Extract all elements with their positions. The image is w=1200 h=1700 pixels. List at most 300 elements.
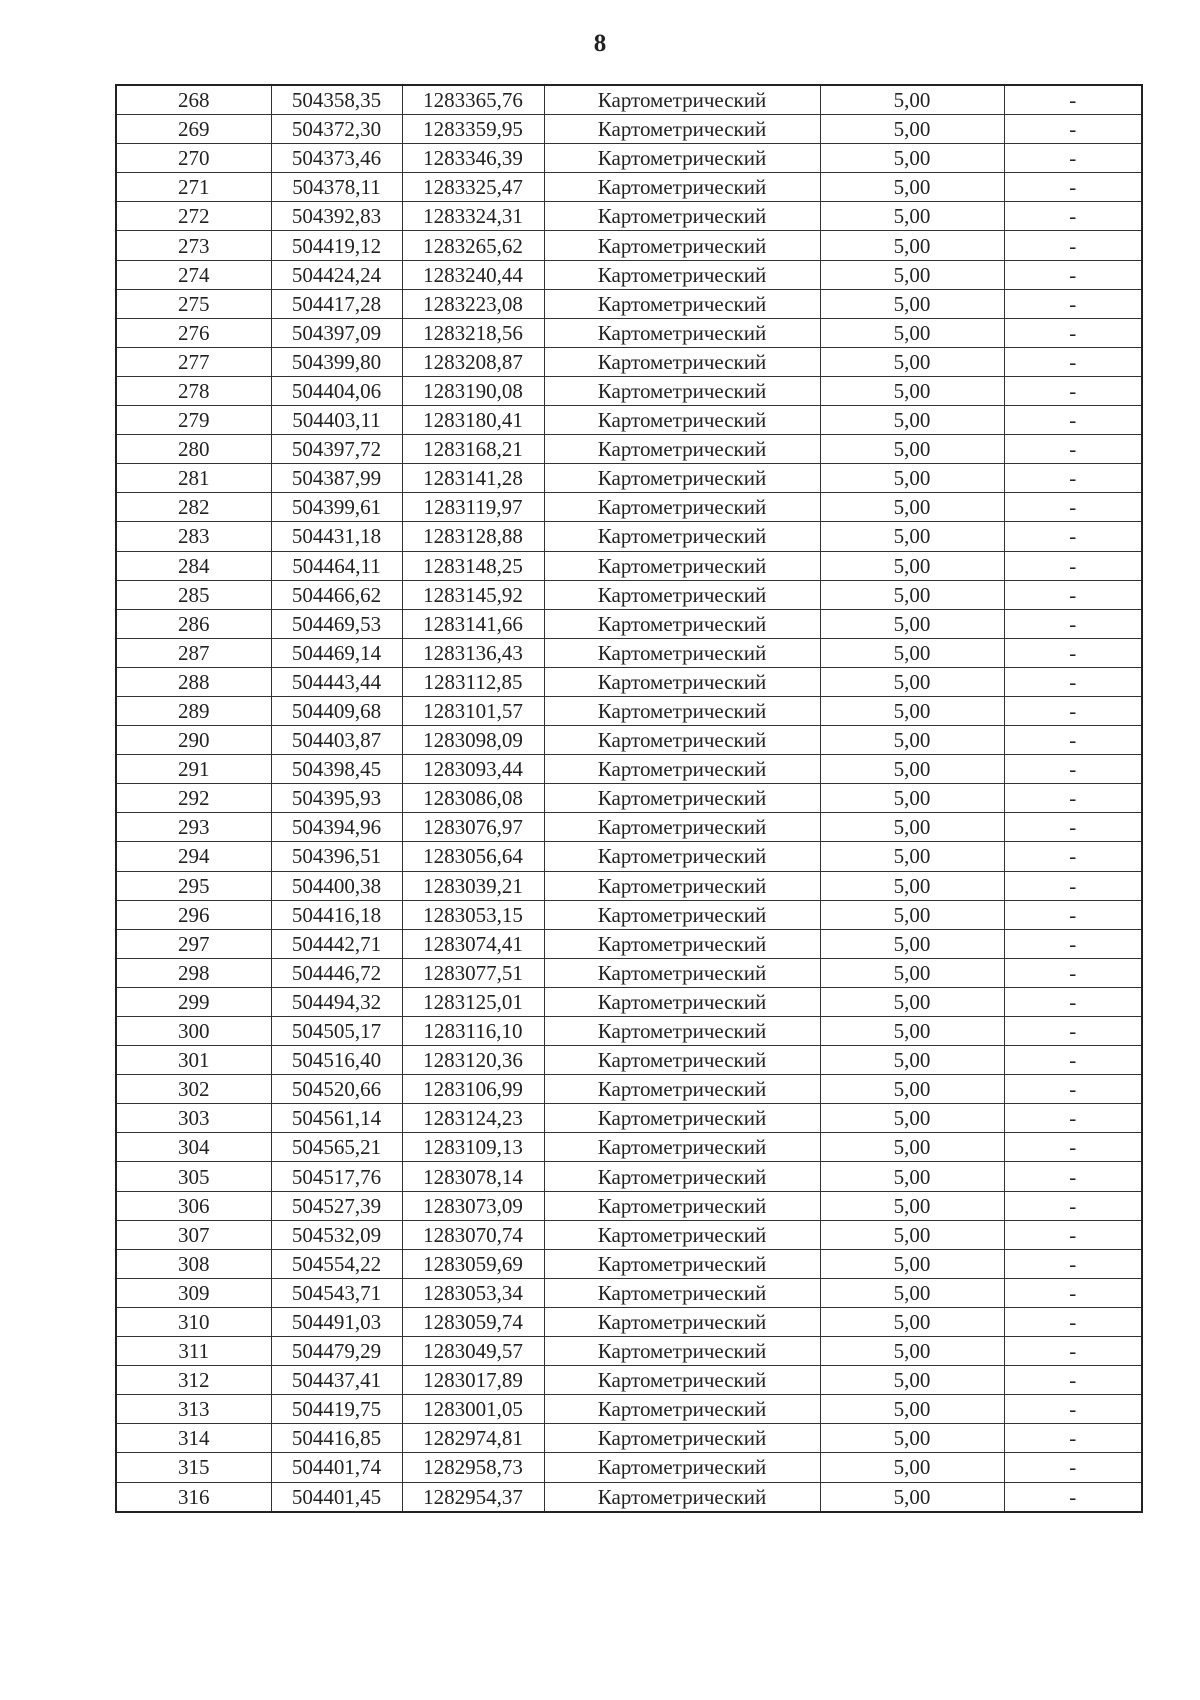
table-row: [116, 464, 1142, 493]
x-coordinate-cell: 504516,40: [271, 1046, 402, 1075]
method-cell: Картометрический: [544, 609, 820, 638]
x-coordinate-cell: 504554,22: [271, 1249, 402, 1278]
description-cell: -: [1004, 842, 1142, 871]
point-number-cell: 274: [116, 260, 271, 289]
table-row: [116, 929, 1142, 958]
y-coordinate-cell: 1283086,08: [402, 784, 544, 813]
point-number-cell: 311: [116, 1337, 271, 1366]
description-cell: -: [1004, 144, 1142, 173]
y-coordinate-cell: 1283265,62: [402, 231, 544, 260]
table-row: [116, 551, 1142, 580]
x-coordinate-cell: 504561,14: [271, 1104, 402, 1133]
point-number-cell: 294: [116, 842, 271, 871]
point-number-cell: 270: [116, 144, 271, 173]
accuracy-cell: 5,00: [820, 1337, 1004, 1366]
y-coordinate-cell: 1283070,74: [402, 1220, 544, 1249]
description-cell: -: [1004, 987, 1142, 1016]
description-cell: -: [1004, 958, 1142, 987]
x-coordinate-cell: 504419,12: [271, 231, 402, 260]
method-cell: Картометрический: [544, 1249, 820, 1278]
description-cell: -: [1004, 318, 1142, 347]
x-coordinate-cell: 504404,06: [271, 376, 402, 405]
y-coordinate-cell: 1283077,51: [402, 958, 544, 987]
x-coordinate-cell: 504401,74: [271, 1453, 402, 1482]
description-cell: -: [1004, 871, 1142, 900]
accuracy-cell: 5,00: [820, 289, 1004, 318]
method-cell: Картометрический: [544, 1133, 820, 1162]
x-coordinate-cell: 504416,18: [271, 900, 402, 929]
description-cell: -: [1004, 347, 1142, 376]
table-row: [116, 1075, 1142, 1104]
description-cell: -: [1004, 580, 1142, 609]
description-cell: -: [1004, 1307, 1142, 1336]
y-coordinate-cell: 1283039,21: [402, 871, 544, 900]
x-coordinate-cell: 504431,18: [271, 522, 402, 551]
point-number-cell: 280: [116, 435, 271, 464]
x-coordinate-cell: 504443,44: [271, 667, 402, 696]
method-cell: Картометрический: [544, 260, 820, 289]
accuracy-cell: 5,00: [820, 609, 1004, 638]
method-cell: Картометрический: [544, 1307, 820, 1336]
x-coordinate-cell: 504469,14: [271, 638, 402, 667]
point-number-cell: 298: [116, 958, 271, 987]
y-coordinate-cell: 1283141,28: [402, 464, 544, 493]
accuracy-cell: 5,00: [820, 144, 1004, 173]
point-number-cell: 304: [116, 1133, 271, 1162]
description-cell: -: [1004, 1075, 1142, 1104]
table-row: [116, 347, 1142, 376]
method-cell: Картометрический: [544, 1104, 820, 1133]
x-coordinate-cell: 504403,87: [271, 726, 402, 755]
accuracy-cell: 5,00: [820, 260, 1004, 289]
description-cell: -: [1004, 900, 1142, 929]
x-coordinate-cell: 504446,72: [271, 958, 402, 987]
method-cell: Картометрический: [544, 173, 820, 202]
page-number: 8: [593, 30, 607, 57]
method-cell: Картометрический: [544, 406, 820, 435]
y-coordinate-cell: 1283365,76: [402, 85, 544, 115]
description-cell: -: [1004, 755, 1142, 784]
description-cell: -: [1004, 85, 1142, 115]
x-coordinate-cell: 504373,46: [271, 144, 402, 173]
point-number-cell: 279: [116, 406, 271, 435]
table-row: [116, 1220, 1142, 1249]
accuracy-cell: 5,00: [820, 85, 1004, 115]
x-coordinate-cell: 504397,09: [271, 318, 402, 347]
x-coordinate-cell: 504399,80: [271, 347, 402, 376]
method-cell: Картометрический: [544, 755, 820, 784]
description-cell: -: [1004, 813, 1142, 842]
accuracy-cell: 5,00: [820, 1133, 1004, 1162]
method-cell: Картометрический: [544, 85, 820, 115]
accuracy-cell: 5,00: [820, 522, 1004, 551]
point-number-cell: 286: [116, 609, 271, 638]
x-coordinate-cell: 504403,11: [271, 406, 402, 435]
accuracy-cell: 5,00: [820, 813, 1004, 842]
x-coordinate-cell: 504395,93: [271, 784, 402, 813]
y-coordinate-cell: 1283125,01: [402, 987, 544, 1016]
x-coordinate-cell: 504398,45: [271, 755, 402, 784]
y-coordinate-cell: 1283124,23: [402, 1104, 544, 1133]
point-number-cell: 297: [116, 929, 271, 958]
table-row: [116, 1278, 1142, 1307]
description-cell: -: [1004, 1162, 1142, 1191]
method-cell: Картометрический: [544, 1046, 820, 1075]
x-coordinate-cell: 504527,39: [271, 1191, 402, 1220]
y-coordinate-cell: 1283109,13: [402, 1133, 544, 1162]
description-cell: -: [1004, 115, 1142, 144]
y-coordinate-cell: 1283112,85: [402, 667, 544, 696]
x-coordinate-cell: 504400,38: [271, 871, 402, 900]
method-cell: Картометрический: [544, 900, 820, 929]
point-number-cell: 288: [116, 667, 271, 696]
x-coordinate-cell: 504396,51: [271, 842, 402, 871]
description-cell: -: [1004, 1424, 1142, 1453]
table-row: [116, 173, 1142, 202]
description-cell: -: [1004, 435, 1142, 464]
method-cell: Картометрический: [544, 464, 820, 493]
point-number-cell: 292: [116, 784, 271, 813]
description-cell: -: [1004, 696, 1142, 725]
y-coordinate-cell: 1283141,66: [402, 609, 544, 638]
accuracy-cell: 5,00: [820, 464, 1004, 493]
y-coordinate-cell: 1283059,74: [402, 1307, 544, 1336]
method-cell: Картометрический: [544, 231, 820, 260]
method-cell: Картометрический: [544, 667, 820, 696]
point-number-cell: 315: [116, 1453, 271, 1482]
method-cell: Картометрический: [544, 871, 820, 900]
y-coordinate-cell: 1283359,95: [402, 115, 544, 144]
point-number-cell: 300: [116, 1017, 271, 1046]
accuracy-cell: 5,00: [820, 115, 1004, 144]
point-number-cell: 284: [116, 551, 271, 580]
x-coordinate-cell: 504505,17: [271, 1017, 402, 1046]
table-row: [116, 1162, 1142, 1191]
accuracy-cell: 5,00: [820, 784, 1004, 813]
y-coordinate-cell: 1283208,87: [402, 347, 544, 376]
point-number-cell: 268: [116, 85, 271, 115]
table-row: [116, 726, 1142, 755]
method-cell: Картометрический: [544, 813, 820, 842]
x-coordinate-cell: 504437,41: [271, 1366, 402, 1395]
description-cell: -: [1004, 522, 1142, 551]
accuracy-cell: 5,00: [820, 231, 1004, 260]
accuracy-cell: 5,00: [820, 900, 1004, 929]
y-coordinate-cell: 1283056,64: [402, 842, 544, 871]
x-coordinate-cell: 504565,21: [271, 1133, 402, 1162]
accuracy-cell: 5,00: [820, 1017, 1004, 1046]
table-row: [116, 696, 1142, 725]
point-number-cell: 275: [116, 289, 271, 318]
point-number-cell: 307: [116, 1220, 271, 1249]
y-coordinate-cell: 1283098,09: [402, 726, 544, 755]
method-cell: Картометрический: [544, 1191, 820, 1220]
table-row: [116, 85, 1142, 115]
point-number-cell: 273: [116, 231, 271, 260]
description-cell: -: [1004, 202, 1142, 231]
table-row: [116, 638, 1142, 667]
table-row: [116, 376, 1142, 405]
accuracy-cell: 5,00: [820, 435, 1004, 464]
description-cell: -: [1004, 1046, 1142, 1075]
method-cell: Картометрический: [544, 987, 820, 1016]
description-cell: -: [1004, 929, 1142, 958]
table-row: [116, 609, 1142, 638]
description-cell: -: [1004, 1104, 1142, 1133]
accuracy-cell: 5,00: [820, 638, 1004, 667]
x-coordinate-cell: 504520,66: [271, 1075, 402, 1104]
accuracy-cell: 5,00: [820, 1307, 1004, 1336]
x-coordinate-cell: 504466,62: [271, 580, 402, 609]
x-coordinate-cell: 504409,68: [271, 696, 402, 725]
y-coordinate-cell: 1283148,25: [402, 551, 544, 580]
accuracy-cell: 5,00: [820, 929, 1004, 958]
method-cell: Картометрический: [544, 1395, 820, 1424]
accuracy-cell: 5,00: [820, 1075, 1004, 1104]
method-cell: Картометрический: [544, 1220, 820, 1249]
description-cell: -: [1004, 173, 1142, 202]
accuracy-cell: 5,00: [820, 987, 1004, 1016]
description-cell: -: [1004, 1395, 1142, 1424]
table-row: [116, 435, 1142, 464]
coordinates-table: [115, 84, 1143, 1513]
point-number-cell: 313: [116, 1395, 271, 1424]
method-cell: Картометрический: [544, 202, 820, 231]
method-cell: Картометрический: [544, 376, 820, 405]
point-number-cell: 271: [116, 173, 271, 202]
table-row: [116, 1482, 1142, 1512]
method-cell: Картометрический: [544, 1075, 820, 1104]
accuracy-cell: 5,00: [820, 667, 1004, 696]
y-coordinate-cell: 1283001,05: [402, 1395, 544, 1424]
description-cell: -: [1004, 1133, 1142, 1162]
y-coordinate-cell: 1283017,89: [402, 1366, 544, 1395]
point-number-cell: 301: [116, 1046, 271, 1075]
method-cell: Картометрический: [544, 580, 820, 609]
description-cell: -: [1004, 667, 1142, 696]
description-cell: -: [1004, 551, 1142, 580]
y-coordinate-cell: 1283093,44: [402, 755, 544, 784]
table-row: [116, 1133, 1142, 1162]
y-coordinate-cell: 1283078,14: [402, 1162, 544, 1191]
accuracy-cell: 5,00: [820, 1046, 1004, 1075]
method-cell: Картометрический: [544, 696, 820, 725]
y-coordinate-cell: 1283324,31: [402, 202, 544, 231]
y-coordinate-cell: 1282958,73: [402, 1453, 544, 1482]
table-row: [116, 1104, 1142, 1133]
y-coordinate-cell: 1283049,57: [402, 1337, 544, 1366]
point-number-cell: 269: [116, 115, 271, 144]
accuracy-cell: 5,00: [820, 1278, 1004, 1307]
table-row: [116, 1337, 1142, 1366]
accuracy-cell: 5,00: [820, 406, 1004, 435]
table-row: [116, 1424, 1142, 1453]
description-cell: -: [1004, 1191, 1142, 1220]
x-coordinate-cell: 504392,83: [271, 202, 402, 231]
point-number-cell: 282: [116, 493, 271, 522]
table-row: [116, 900, 1142, 929]
point-number-cell: 283: [116, 522, 271, 551]
method-cell: Картометрический: [544, 289, 820, 318]
table-row: [116, 493, 1142, 522]
table-row: [116, 871, 1142, 900]
description-cell: -: [1004, 1366, 1142, 1395]
x-coordinate-cell: 504442,71: [271, 929, 402, 958]
x-coordinate-cell: 504358,35: [271, 85, 402, 115]
method-cell: Картометрический: [544, 493, 820, 522]
x-coordinate-cell: 504479,29: [271, 1337, 402, 1366]
point-number-cell: 308: [116, 1249, 271, 1278]
table-row: [116, 115, 1142, 144]
method-cell: Картометрический: [544, 318, 820, 347]
method-cell: Картометрический: [544, 144, 820, 173]
description-cell: -: [1004, 1278, 1142, 1307]
x-coordinate-cell: 504494,32: [271, 987, 402, 1016]
method-cell: Картометрический: [544, 958, 820, 987]
y-coordinate-cell: 1283325,47: [402, 173, 544, 202]
method-cell: Картометрический: [544, 842, 820, 871]
method-cell: Картометрический: [544, 1337, 820, 1366]
table-row: [116, 1366, 1142, 1395]
accuracy-cell: 5,00: [820, 1220, 1004, 1249]
point-number-cell: 303: [116, 1104, 271, 1133]
x-coordinate-cell: 504372,30: [271, 115, 402, 144]
description-cell: -: [1004, 638, 1142, 667]
accuracy-cell: 5,00: [820, 347, 1004, 376]
description-cell: -: [1004, 1249, 1142, 1278]
accuracy-cell: 5,00: [820, 1104, 1004, 1133]
y-coordinate-cell: 1283240,44: [402, 260, 544, 289]
method-cell: Картометрический: [544, 115, 820, 144]
accuracy-cell: 5,00: [820, 580, 1004, 609]
point-number-cell: 309: [116, 1278, 271, 1307]
accuracy-cell: 5,00: [820, 1482, 1004, 1512]
method-cell: Картометрический: [544, 929, 820, 958]
table-row: [116, 289, 1142, 318]
table-row: [116, 755, 1142, 784]
method-cell: Картометрический: [544, 1453, 820, 1482]
y-coordinate-cell: 1282954,37: [402, 1482, 544, 1512]
accuracy-cell: 5,00: [820, 871, 1004, 900]
y-coordinate-cell: 1283136,43: [402, 638, 544, 667]
point-number-cell: 289: [116, 696, 271, 725]
description-cell: -: [1004, 231, 1142, 260]
x-coordinate-cell: 504491,03: [271, 1307, 402, 1336]
table-row: [116, 667, 1142, 696]
y-coordinate-cell: 1283073,09: [402, 1191, 544, 1220]
x-coordinate-cell: 504378,11: [271, 173, 402, 202]
point-number-cell: 316: [116, 1482, 271, 1512]
description-cell: -: [1004, 376, 1142, 405]
point-number-cell: 310: [116, 1307, 271, 1336]
method-cell: Картометрический: [544, 784, 820, 813]
y-coordinate-cell: 1283120,36: [402, 1046, 544, 1075]
point-number-cell: 290: [116, 726, 271, 755]
method-cell: Картометрический: [544, 1162, 820, 1191]
method-cell: Картометрический: [544, 435, 820, 464]
method-cell: Картометрический: [544, 522, 820, 551]
accuracy-cell: 5,00: [820, 842, 1004, 871]
description-cell: -: [1004, 1482, 1142, 1512]
table-row: [116, 580, 1142, 609]
method-cell: Картометрический: [544, 1424, 820, 1453]
y-coordinate-cell: 1283053,34: [402, 1278, 544, 1307]
table-row: [116, 813, 1142, 842]
accuracy-cell: 5,00: [820, 173, 1004, 202]
point-number-cell: 272: [116, 202, 271, 231]
coordinates-table-body: [116, 85, 1142, 1512]
point-number-cell: 306: [116, 1191, 271, 1220]
accuracy-cell: 5,00: [820, 376, 1004, 405]
x-coordinate-cell: 504399,61: [271, 493, 402, 522]
accuracy-cell: 5,00: [820, 1191, 1004, 1220]
accuracy-cell: 5,00: [820, 551, 1004, 580]
point-number-cell: 314: [116, 1424, 271, 1453]
table-row: [116, 1046, 1142, 1075]
point-number-cell: 277: [116, 347, 271, 376]
y-coordinate-cell: 1283101,57: [402, 696, 544, 725]
x-coordinate-cell: 504424,24: [271, 260, 402, 289]
method-cell: Картометрический: [544, 726, 820, 755]
y-coordinate-cell: 1283116,10: [402, 1017, 544, 1046]
accuracy-cell: 5,00: [820, 1366, 1004, 1395]
point-number-cell: 296: [116, 900, 271, 929]
accuracy-cell: 5,00: [820, 493, 1004, 522]
point-number-cell: 295: [116, 871, 271, 900]
method-cell: Картометрический: [544, 1366, 820, 1395]
point-number-cell: 285: [116, 580, 271, 609]
description-cell: -: [1004, 609, 1142, 638]
table-row: [116, 144, 1142, 173]
method-cell: Картометрический: [544, 1278, 820, 1307]
point-number-cell: 278: [116, 376, 271, 405]
y-coordinate-cell: 1282974,81: [402, 1424, 544, 1453]
accuracy-cell: 5,00: [820, 755, 1004, 784]
description-cell: -: [1004, 1220, 1142, 1249]
x-coordinate-cell: 504416,85: [271, 1424, 402, 1453]
x-coordinate-cell: 504417,28: [271, 289, 402, 318]
description-cell: -: [1004, 784, 1142, 813]
table-row: [116, 1307, 1142, 1336]
y-coordinate-cell: 1283346,39: [402, 144, 544, 173]
point-number-cell: 276: [116, 318, 271, 347]
y-coordinate-cell: 1283218,56: [402, 318, 544, 347]
table-row: [116, 1453, 1142, 1482]
point-number-cell: 299: [116, 987, 271, 1016]
accuracy-cell: 5,00: [820, 1395, 1004, 1424]
table-row: [116, 231, 1142, 260]
table-row: [116, 522, 1142, 551]
point-number-cell: 281: [116, 464, 271, 493]
table-row: [116, 406, 1142, 435]
accuracy-cell: 5,00: [820, 726, 1004, 755]
table-row: [116, 318, 1142, 347]
description-cell: -: [1004, 493, 1142, 522]
accuracy-cell: 5,00: [820, 696, 1004, 725]
y-coordinate-cell: 1283074,41: [402, 929, 544, 958]
description-cell: -: [1004, 726, 1142, 755]
point-number-cell: 291: [116, 755, 271, 784]
y-coordinate-cell: 1283076,97: [402, 813, 544, 842]
point-number-cell: 293: [116, 813, 271, 842]
x-coordinate-cell: 504401,45: [271, 1482, 402, 1512]
method-cell: Картометрический: [544, 638, 820, 667]
table-row: [116, 1191, 1142, 1220]
x-coordinate-cell: 504464,11: [271, 551, 402, 580]
point-number-cell: 305: [116, 1162, 271, 1191]
table-row: [116, 260, 1142, 289]
x-coordinate-cell: 504397,72: [271, 435, 402, 464]
